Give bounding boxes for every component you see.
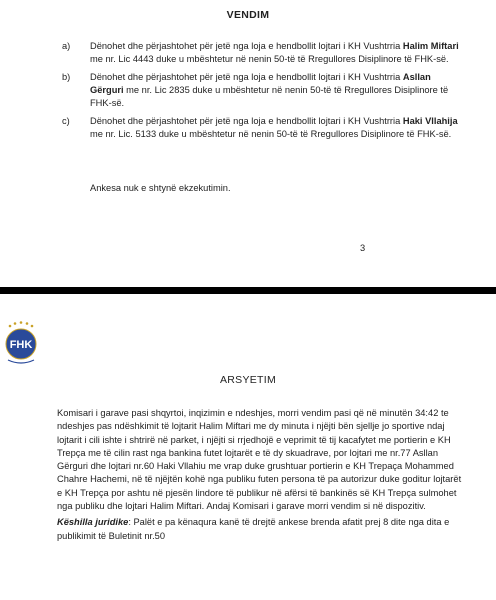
item-text-post: me nr. Lic. 5133 duke u mbështetur në nenin 50-të të Rregullores Disiplinore të FHK-së. xyxy=(90,129,452,139)
legal-text: : Palët e pa kënaqura kanë të drejtë ankese brenda afatit prej 8 dite nga dita e publikimit të Buletinit nr.50 xyxy=(57,517,450,541)
logo-text: FHK xyxy=(9,339,33,351)
appeal-note: Ankesa nuk e shtynë ekzekutimin. xyxy=(90,183,231,193)
legal-label: Këshilla juridike xyxy=(57,517,129,528)
decision-item-c xyxy=(62,115,462,141)
decision-title: VENDIM xyxy=(226,9,270,21)
page-top xyxy=(0,0,496,287)
reasoning-body xyxy=(57,407,465,543)
reasoning-paragraph: Komisari i garave pasi shqyrtoi, inqizimin e ndeshjes, morri vendim pasi që në minutën 34:42 te ndeshjes pas ndëshkimit të lojtarit Halim Miftari me dy minuta i njëjti bën sjellje jo sportive ndaj lojtarit i cili ishte i shtrirë në parket, i njëjti si rrjedhojë e veprimit të tij kacafytet me portierin e KH Trepça me të cilin rast nga bankina futet lojtarët e të dy skuadrave, por lojtari me nr.77 Asllan Gërguri dhe lojtari nr.60 Haki Vllahiu me vrap duke grushtuar portierin e KH Trepaça Mohammed Chahre Hachemi, në të njëjtën kohë nga publiku futen persona të pa autorizur duke goditur lojtarët e KH Trepça por ashtu në pjesën lindore të publikur në afërsi të bankinës së KH Trepça sulmohet nga publiku dhe lojtari Halim Miftari. Andaj Komisari i garave morri vendim si në dispozitiv. xyxy=(57,408,462,512)
item-text-post: me nr. Lic 2835 duke u mbështetur në nenin 50-të të Rregullores Disiplinore të FHK-së. xyxy=(90,85,449,108)
item-marker: a) xyxy=(62,41,71,51)
decision-item-a xyxy=(62,40,462,66)
legal-advice xyxy=(57,516,465,543)
logo-stars-icon xyxy=(9,321,34,327)
player-name: Haki Vllahija xyxy=(402,116,458,126)
player-name: Asllan Gërguri xyxy=(90,72,431,95)
item-text-pre: Dënohet dhe përjashtohet për jetë nga loja e hendbollit lojtari i KH Vushtrria xyxy=(90,72,403,82)
item-text-pre: Dënohet dhe përjashtohet për jetë nga loja e hendbollit lojtari i KH Vushtrria xyxy=(90,41,403,51)
fhk-logo-icon xyxy=(2,320,40,366)
reasoning-title: ARSYETIM xyxy=(219,374,277,386)
page-separator xyxy=(0,287,496,294)
page-number: 3 xyxy=(360,243,366,253)
decision-item-b xyxy=(62,71,462,110)
item-text-post: me nr. Lic 4443 duke u mbështetur në nenin 50-të të Rregullores Disiplinore të FHK-së. xyxy=(90,54,449,64)
item-text-pre: Dënohet dhe përjashtohet për jetë nga loja e hendbollit lojtari i KH Vushtrria xyxy=(90,116,403,126)
decision-list xyxy=(62,40,462,146)
player-name: Halim Miftari xyxy=(402,41,459,51)
item-marker: c) xyxy=(62,116,70,126)
item-marker: b) xyxy=(62,72,71,82)
